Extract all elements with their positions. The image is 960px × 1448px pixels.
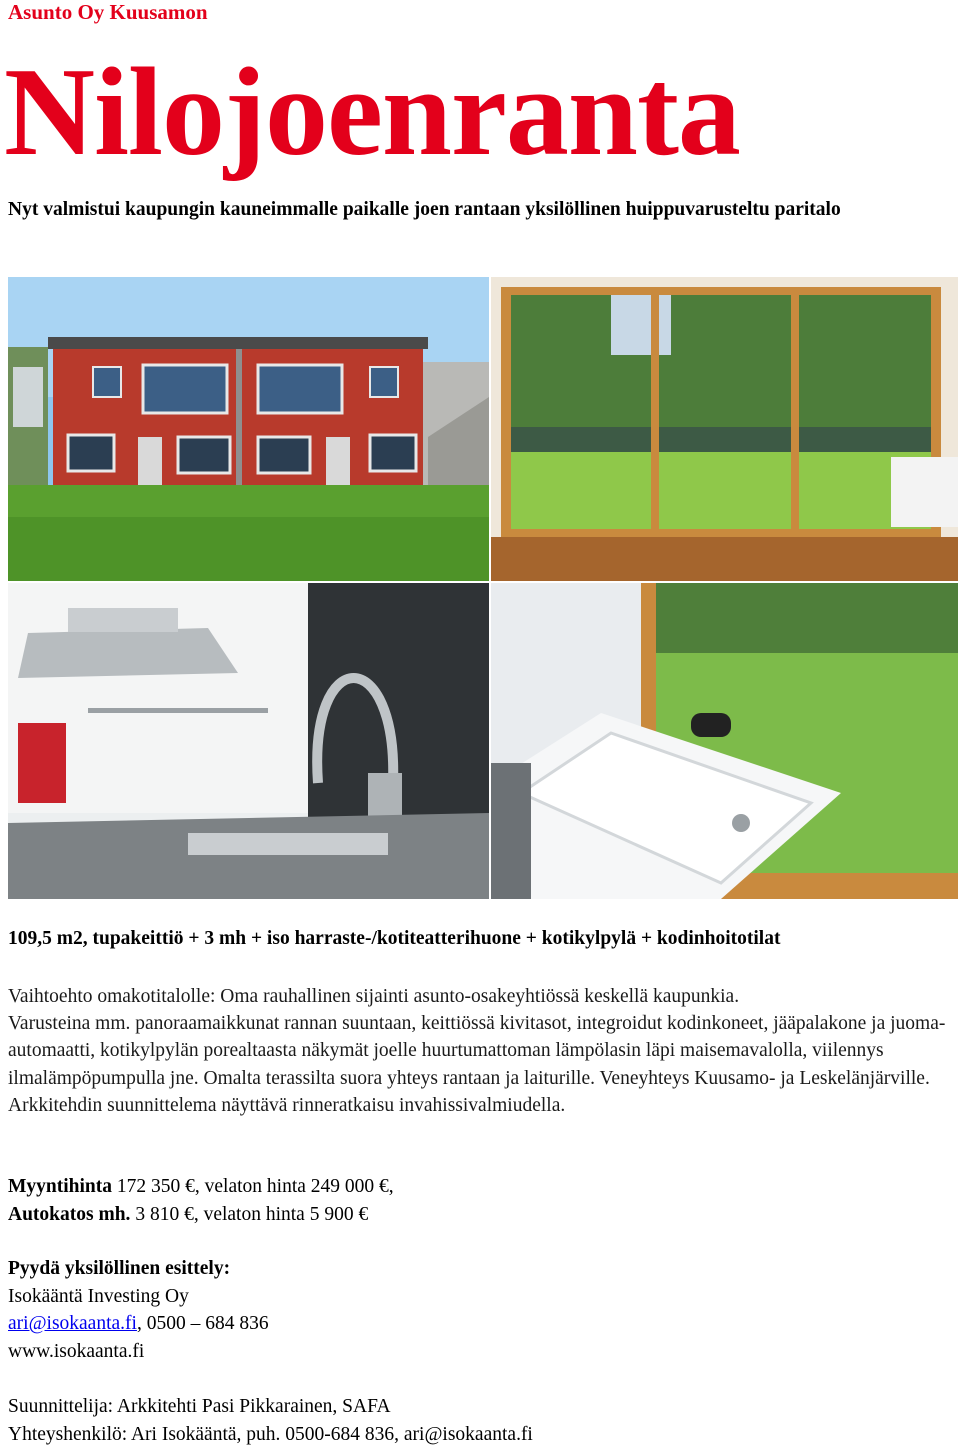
panorama-window-photo [491, 277, 958, 581]
website: www.isokaanta.fi [8, 1338, 269, 1366]
sale-price-row [8, 1173, 394, 1201]
contact-person-line: Yhteyshenkilö: Ari Isokääntä, puh. 0500-684 836, ari@isokaanta.fi [8, 1421, 533, 1448]
sale-price-value: 172 350 €, velaton hinta 249 000 €, [112, 1176, 394, 1197]
kitchen-photo [8, 583, 489, 899]
description-line-2: Varusteina mm. panoraamaikkunat rannan suuntaan, keittiössä kivitasot, integroidut kodinkoneet, jääpalakone ja juoma-automaatti, kotikylpylän porealtaasta näkymät joelle huurtumattoman lämpölasin läpi maisemavalolla, viilennys ilmalämpöpumpulla jne. Omalta terassilta suora yhteys rantaan ja laiturille. Veneyhteys Kuusamo- ja Leskelänjärville. Arkkitehdin suunnittelema näyttävä rinneratkaisu invahissivalmiudella. [8, 1010, 958, 1119]
page-title: Nilojoenranta [4, 38, 740, 188]
description [8, 983, 958, 1119]
contact-company: Isokääntä Investing Oy [8, 1283, 269, 1311]
contact-phone: , 0500 – 684 836 [137, 1313, 269, 1334]
email-link[interactable]: ari@isokaanta.fi [8, 1313, 137, 1334]
photo-grid [8, 277, 958, 899]
carport-price-row [8, 1201, 394, 1229]
contact-heading: Pyydä yksilöllinen esittely: [8, 1258, 230, 1279]
company-name: Asunto Oy Kuusamon [8, 0, 208, 25]
house-exterior-photo [8, 277, 489, 581]
carport-price-value: 3 810 €, velaton hinta 5 900 € [130, 1204, 368, 1225]
apartment-specs: 109,5 m2, tupakeittiö + 3 mh + iso harraste-/kotiteatterihuone + kotikylpylä + kodinhoitotilat [8, 928, 780, 950]
carport-price-label: Autokatos mh. [8, 1204, 130, 1225]
intro-text: Nyt valmistui kaupungin kauneimmalle paikalle joen rantaan yksilöllinen huippuvarusteltu paritalo [8, 196, 948, 223]
footer [8, 1393, 533, 1448]
price-info [8, 1173, 394, 1228]
designer-line: Suunnittelija: Arkkitehti Pasi Pikkarainen, SAFA [8, 1393, 533, 1421]
description-line-1: Vaihtoehto omakotitalolle: Oma rauhallinen sijainti asunto-osakeyhtiössä keskellä kaupunkia. [8, 983, 958, 1010]
sale-price-label: Myyntihinta [8, 1176, 112, 1197]
contact-block [8, 1255, 269, 1365]
whirlpool-bath-photo [491, 583, 958, 899]
